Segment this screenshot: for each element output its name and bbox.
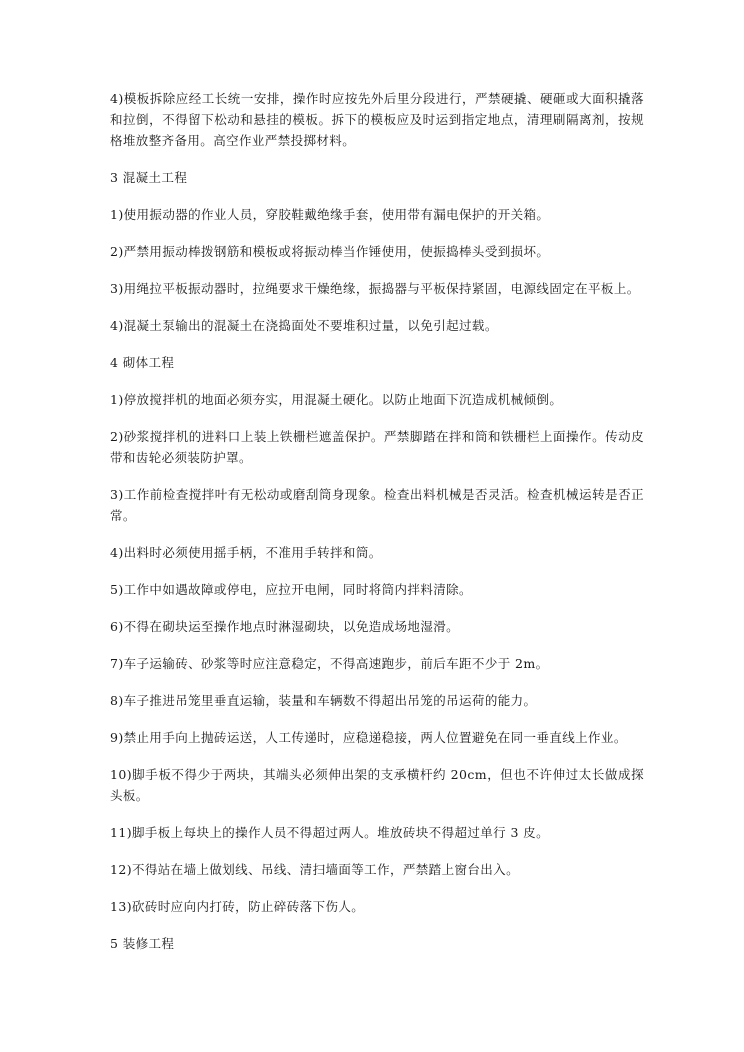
section-heading-masonry: 4 砌体工程 bbox=[110, 355, 175, 370]
paragraph-masonry-5: 5)工作中如遇故障或停电，应拉开电闸，同时将筒内拌料清除。 bbox=[110, 582, 472, 597]
paragraph-masonry-8: 8)车子推进吊笼里垂直运输，装量和车辆数不得超出吊笼的吊运荷的能力。 bbox=[110, 693, 537, 708]
paragraph-masonry-11: 11)脚手板上每块上的操作人员不得超过两人。堆放砖块不得超过单行 3 皮。 bbox=[110, 825, 549, 840]
document-body bbox=[110, 88, 644, 970]
paragraph-concrete-1: 1)使用振动器的作业人员，穿胶鞋戴绝缘手套，使用带有漏电保护的开关箱。 bbox=[110, 207, 550, 222]
paragraph-masonry-7: 7)车子运输砖、砂浆等时应注意稳定，不得高速跑步，前后车距不少于 2m。 bbox=[110, 656, 549, 671]
paragraph-masonry-6: 6)不得在砌块运至操作地点时淋湿砌块，以免造成场地湿滑。 bbox=[110, 619, 460, 634]
paragraph-masonry-13: 13)砍砖时应向内打砖，防止碎砖落下伤人。 bbox=[110, 899, 365, 914]
paragraph-masonry-3: 3)工作前检查搅拌叶有无松动或磨刮筒身现象。检查出料机械是否灵活。检查机械运转是否正常。 bbox=[110, 487, 644, 523]
paragraph-concrete-2: 2)严禁用振动棒拨钢筋和模板或将振动棒当作锤使用，使振捣棒头受到损坏。 bbox=[110, 244, 550, 259]
paragraph-masonry-12: 12)不得站在墙上做划线、吊线、清扫墙面等工作，严禁踏上窗台出入。 bbox=[110, 862, 519, 877]
section-heading-decoration: 5 装修工程 bbox=[110, 936, 175, 951]
paragraph-masonry-4: 4)出料时必须使用摇手柄，不准用手转拌和筒。 bbox=[110, 545, 382, 560]
paragraph-masonry-9: 9)禁止用手向上抛砖运送，人工传递时，应稳递稳接，两人位置避免在同一垂直线上作业。 bbox=[110, 730, 627, 745]
paragraph-concrete-4: 4)混凝土泵输出的混凝土在浇捣面处不要堆积过量，以免引起过载。 bbox=[110, 318, 498, 333]
paragraph-formwork-removal: 4)模板拆除应经工长统一安排，操作时应按先外后里分段进行，严禁硬撬、硬砸或大面积撬落和拉倒，不得留下松动和悬挂的模板。拆下的模板应及时运到指定地点，清理刷隔离剂，按规格堆放整齐备用。高空作业严禁投掷材料。 bbox=[110, 91, 644, 148]
paragraph-masonry-1: 1)停放搅拌机的地面必须夯实，用混凝土硬化。以防止地面下沉造成机械倾倒。 bbox=[110, 392, 563, 407]
paragraph-masonry-10: 10)脚手板不得少于两块，其端头必须伸出架的支承横杆约 20cm，但也不许伸过太长做成探头板。 bbox=[110, 767, 644, 803]
paragraph-concrete-3: 3)用绳拉平板振动器时，拉绳要求干燥绝缘，振捣器与平板保持紧固，电源线固定在平板上。 bbox=[110, 281, 640, 296]
paragraph-masonry-2: 2)砂浆搅拌机的进料口上装上铁栅栏遮盖保护。严禁脚踏在拌和筒和铁栅栏上面操作。传动皮带和齿轮必须装防护罩。 bbox=[110, 429, 644, 465]
section-heading-concrete: 3 混凝土工程 bbox=[110, 170, 188, 185]
